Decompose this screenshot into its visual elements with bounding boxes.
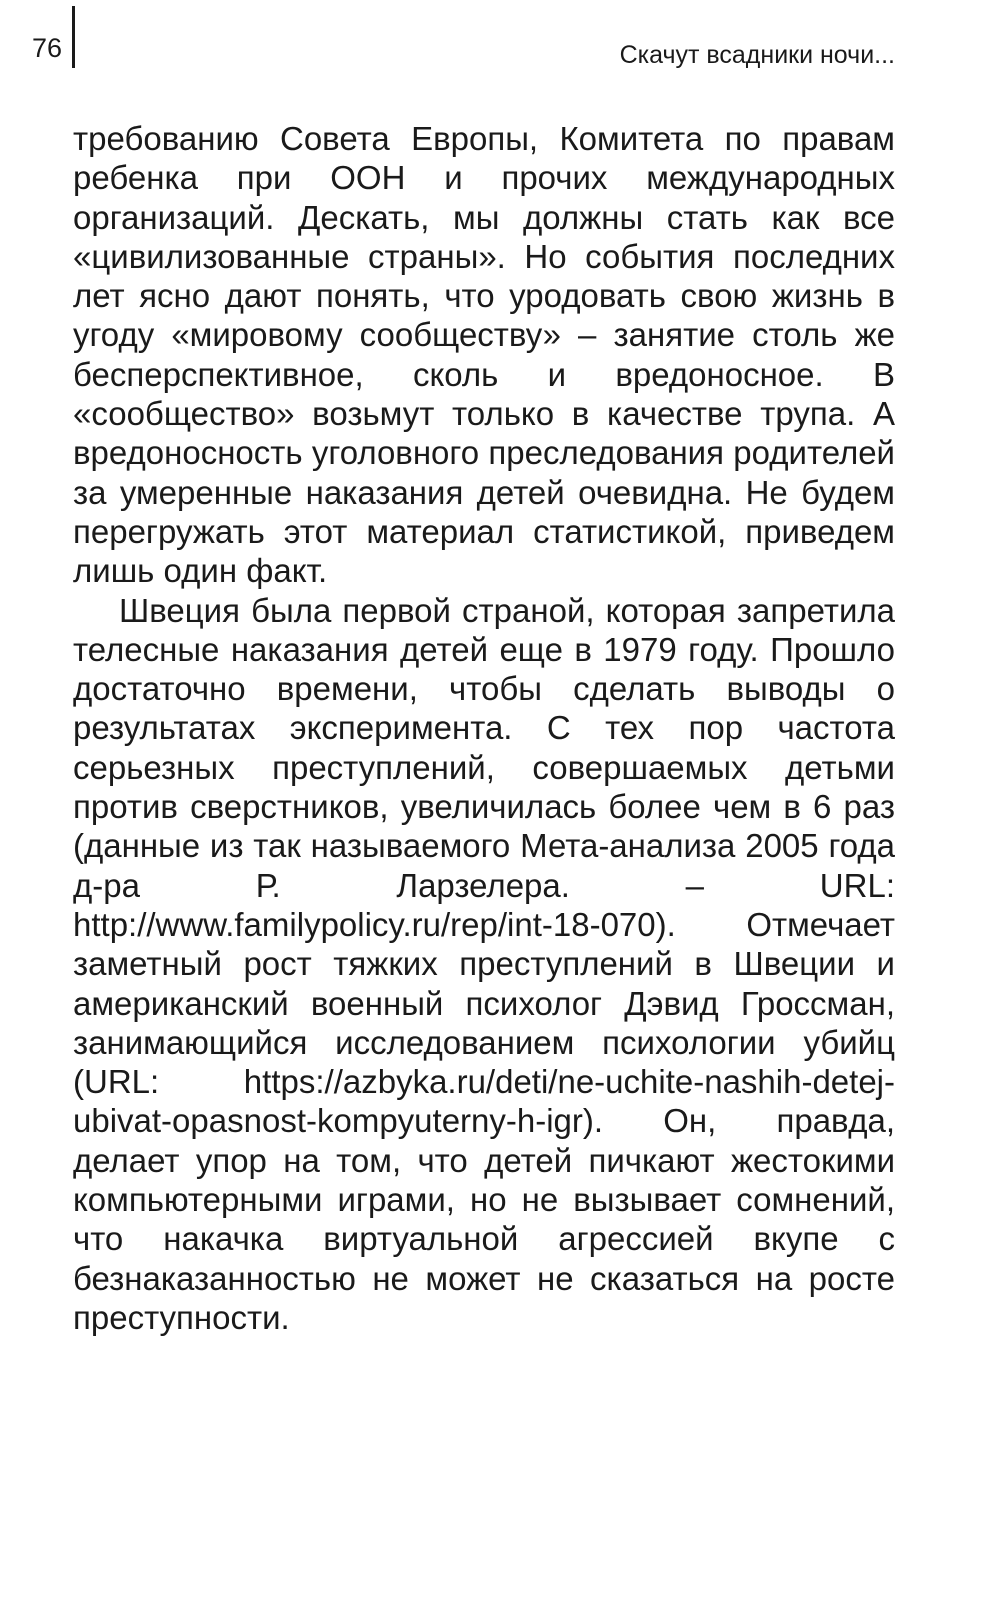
page-number: 76 (32, 33, 63, 63)
body-text (73, 119, 895, 1337)
header-divider (72, 6, 75, 68)
running-title: Скачут всадники ночи... (619, 41, 895, 69)
paragraph-sweden: Швеция была первой страной, которая запретила телесные наказания детей еще в 1979 году. Прошло достаточно времени, чтобы сделать выводы о результатах эксперимента. С тех пор частота серьезных преступлений, совершаемых детьми против сверстников, увеличилась более чем в 6 раз (данные из так называемого Мета-анализа 2005 года д-ра Р. Ларзелера. – URL: http://www.familypolicy.ru/rep/int-18-070). Отмечает заметный рост тяжких преступлений в Швеции и американский военный психолог Дэвид Гроссман, занимающийся исследованием психологии убийц (URL: https://azbyka.ru/deti/ne-uchite-nashih-detej-ubivat-opasnost-kompyuterny-h-igr). Он, правда, делает упор на том, что детей пичкают жестокими компьютерными играми, но не вызывает сомнений, что накачка виртуальной агрессией вкупе с безнаказанностью не может не сказаться на росте преступности. (73, 591, 895, 1336)
paragraph-continued: требованию Совета Европы, Комитета по правам ребенка при ООН и прочих международных организаций. Дескать, мы должны стать как все «цивилизованные страны». Но события последних лет ясно дают понять, что уродовать свою жизнь в угоду «мировому сообществу» – занятие столь же бесперспективное, сколь и вредоносное. В «сообщество» возьмут только в качестве трупа. А вредоносность уголовного преследования родителей за умеренные наказания детей очевидна. Не будем перегружать этот материал статистикой, приведем лишь один факт. (73, 120, 895, 590)
